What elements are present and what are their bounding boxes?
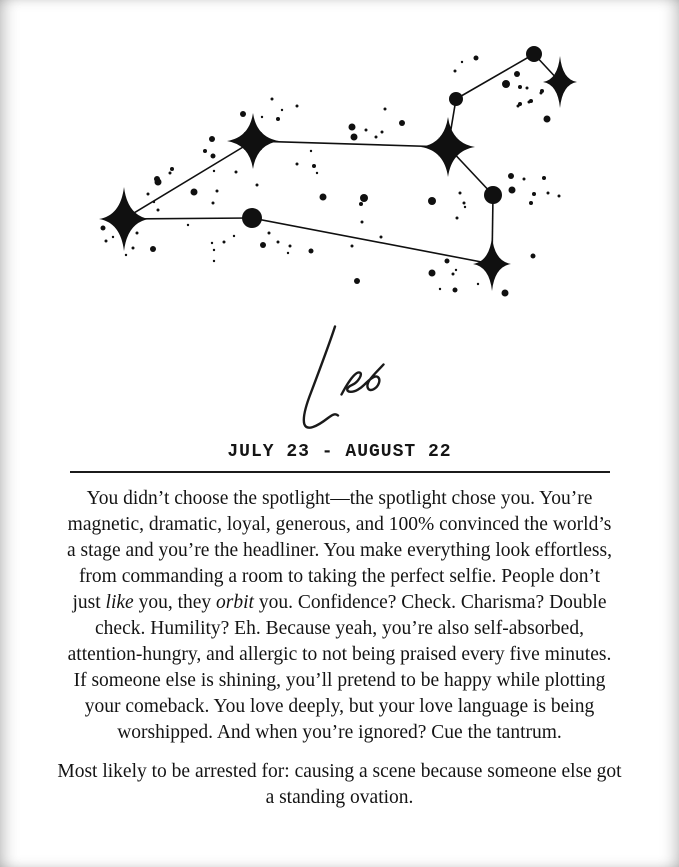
body-line: [0, 486, 679, 512]
body-segment: your comeback. You love deeply, but your love language is being: [84, 696, 595, 717]
leo-script-L-stroke: [304, 327, 338, 428]
arrest-paragraph: [0, 759, 679, 811]
field-star-dot: [365, 129, 368, 132]
field-star-dot: [125, 254, 127, 256]
field-star-dot: [287, 252, 289, 254]
field-star-dot: [361, 221, 364, 224]
field-star-dot: [211, 242, 213, 244]
footer-line: Most likely to be arrested for: causing a scene because someone else got: [57, 761, 622, 782]
field-star-dot: [309, 249, 314, 254]
footer-line: a standing ovation.: [265, 787, 414, 808]
field-star-dot: [112, 236, 114, 238]
body-segment: check. Humility? Eh. Because yeah, you’re also self-absorbed,: [95, 618, 584, 639]
body-segment: just: [72, 592, 106, 613]
field-star-dot: [169, 172, 172, 175]
field-star-dot: [518, 102, 522, 106]
leo-script-title: [280, 325, 420, 440]
field-star-dot: [502, 80, 510, 88]
body-line: [0, 642, 679, 668]
field-star-dot: [233, 235, 235, 237]
field-star-dot: [147, 193, 150, 196]
field-star-dot: [429, 270, 436, 277]
body-italic-segment: orbit: [216, 592, 254, 613]
field-star-dot: [150, 246, 156, 252]
field-star-dot: [518, 85, 522, 89]
field-star-dot: [260, 242, 266, 248]
field-star-dot: [209, 136, 215, 142]
field-star-dot: [320, 194, 327, 201]
field-star-dot: [351, 134, 358, 141]
field-star-dot: [105, 240, 108, 243]
major-star-circle: [526, 46, 542, 62]
field-star-dot: [296, 163, 299, 166]
field-star-dot: [452, 273, 455, 276]
body-italic-segment: like: [105, 592, 134, 613]
field-star-dot: [223, 241, 226, 244]
sparkle-star-icon: [227, 113, 279, 169]
body-line: [0, 616, 679, 642]
field-star-dot: [157, 209, 160, 212]
field-star-dot: [310, 150, 312, 152]
field-star-dot: [213, 170, 215, 172]
field-star-dot: [211, 154, 216, 159]
field-star-dot: [101, 226, 106, 231]
field-star-dot: [213, 260, 215, 262]
field-star-dot: [268, 232, 271, 235]
field-star-dot: [509, 187, 516, 194]
field-star-dot: [544, 116, 551, 123]
field-star-dot: [399, 120, 405, 126]
field-star-dot: [531, 254, 536, 259]
body-segment: You didn’t choose the spotlight—the spotlight chose you. You’re: [86, 488, 593, 509]
field-star-dot: [528, 101, 531, 104]
field-star-dot: [271, 98, 274, 101]
body-segment: If someone else is shining, you’ll pretend to be happy while plotting: [73, 670, 606, 691]
field-star-dot: [514, 71, 520, 77]
field-star-dot: [558, 195, 561, 198]
title-script-block: [0, 325, 679, 440]
field-star-dot: [464, 206, 466, 208]
constellation-line: [252, 218, 492, 264]
body-segment: a stage and you’re the headliner. You make everything look effortless,: [67, 540, 612, 561]
constellation-line: [253, 141, 448, 147]
divider-rule: [70, 471, 610, 473]
field-star-dot: [354, 278, 360, 284]
body-line: [0, 668, 679, 694]
field-star-dot: [277, 241, 280, 244]
field-star-dot: [191, 189, 198, 196]
field-star-dot: [456, 217, 459, 220]
field-star-dot: [261, 116, 263, 118]
field-star-dot: [540, 92, 543, 95]
date-range: JULY 23 - AUGUST 22: [227, 442, 452, 462]
field-star-dot: [463, 202, 466, 205]
field-star-dot: [136, 232, 139, 235]
description-paragraph: [0, 486, 679, 746]
field-star-dot: [359, 202, 363, 206]
field-star-dot: [547, 192, 550, 195]
field-star-dot: [381, 131, 384, 134]
field-star-dot: [428, 197, 436, 205]
field-star-dot: [375, 136, 378, 139]
field-star-dot: [360, 194, 368, 202]
field-star-dot: [132, 247, 135, 250]
field-star-dot: [523, 178, 526, 181]
field-star-dot: [312, 164, 316, 168]
field-star-dot: [187, 224, 189, 226]
body-segment: magnetic, dramatic, loyal, generous, and 100% convinced the world’s: [67, 514, 612, 535]
constellation-line: [124, 141, 253, 219]
field-star-dot: [276, 117, 280, 121]
field-star-dot: [216, 190, 219, 193]
field-star-dot: [529, 201, 533, 205]
body-line: [0, 720, 679, 746]
sparkle-star-icon: [473, 237, 511, 291]
sparkle-star-icon: [543, 56, 577, 108]
body-segment: from commanding a room to taking the perfect selfie. People don’t: [78, 566, 601, 587]
body-segment: worshipped. And when you’re ignored? Cue the tantrum.: [117, 722, 562, 743]
body-line: [0, 564, 679, 590]
field-star-dot: [281, 109, 283, 111]
field-star-dot: [474, 56, 479, 61]
body-line: [0, 512, 679, 538]
field-star-dot: [155, 179, 162, 186]
field-star-dot: [380, 236, 383, 239]
leo-constellation-art: [0, 0, 679, 320]
field-star-dot: [289, 245, 292, 248]
field-star-dot: [461, 61, 463, 63]
major-star-circle: [484, 186, 502, 204]
field-star-dot: [502, 290, 509, 297]
body-line: [0, 694, 679, 720]
body-segment: you, they: [133, 592, 217, 613]
field-star-dot: [212, 202, 215, 205]
field-star-dot: [542, 176, 546, 180]
field-star-dot: [351, 245, 354, 248]
major-star-circle: [449, 92, 463, 106]
field-star-dot: [445, 259, 450, 264]
field-star-dot: [213, 249, 215, 251]
body-segment: attention-hungry, and allergic to not being praised every five minutes.: [67, 644, 612, 665]
field-star-dot: [454, 70, 457, 73]
field-star-dot: [256, 184, 259, 187]
field-star-dot: [459, 192, 462, 195]
field-star-dot: [296, 105, 299, 108]
field-star-dot: [240, 111, 246, 117]
field-star-dot: [508, 173, 514, 179]
field-star-dot: [477, 283, 479, 285]
field-star-dot: [532, 192, 536, 196]
field-star-dot: [235, 171, 238, 174]
field-star-dot: [384, 108, 387, 111]
field-star-dot: [453, 288, 458, 293]
body-line: [0, 538, 679, 564]
body-line: [0, 590, 679, 616]
field-star-dot: [349, 124, 356, 131]
leo-script-eo-stroke: [342, 365, 384, 395]
constellation-line: [456, 54, 534, 99]
field-star-dot: [455, 269, 457, 271]
major-star-circle: [242, 208, 262, 228]
field-star-dot: [316, 172, 318, 174]
field-star-dot: [203, 149, 207, 153]
field-star-dot: [526, 87, 529, 90]
body-segment: you. Confidence? Check. Charisma? Double: [253, 592, 607, 613]
field-star-dot: [170, 167, 174, 171]
field-star-dot: [153, 201, 155, 203]
field-star-dot: [439, 288, 441, 290]
